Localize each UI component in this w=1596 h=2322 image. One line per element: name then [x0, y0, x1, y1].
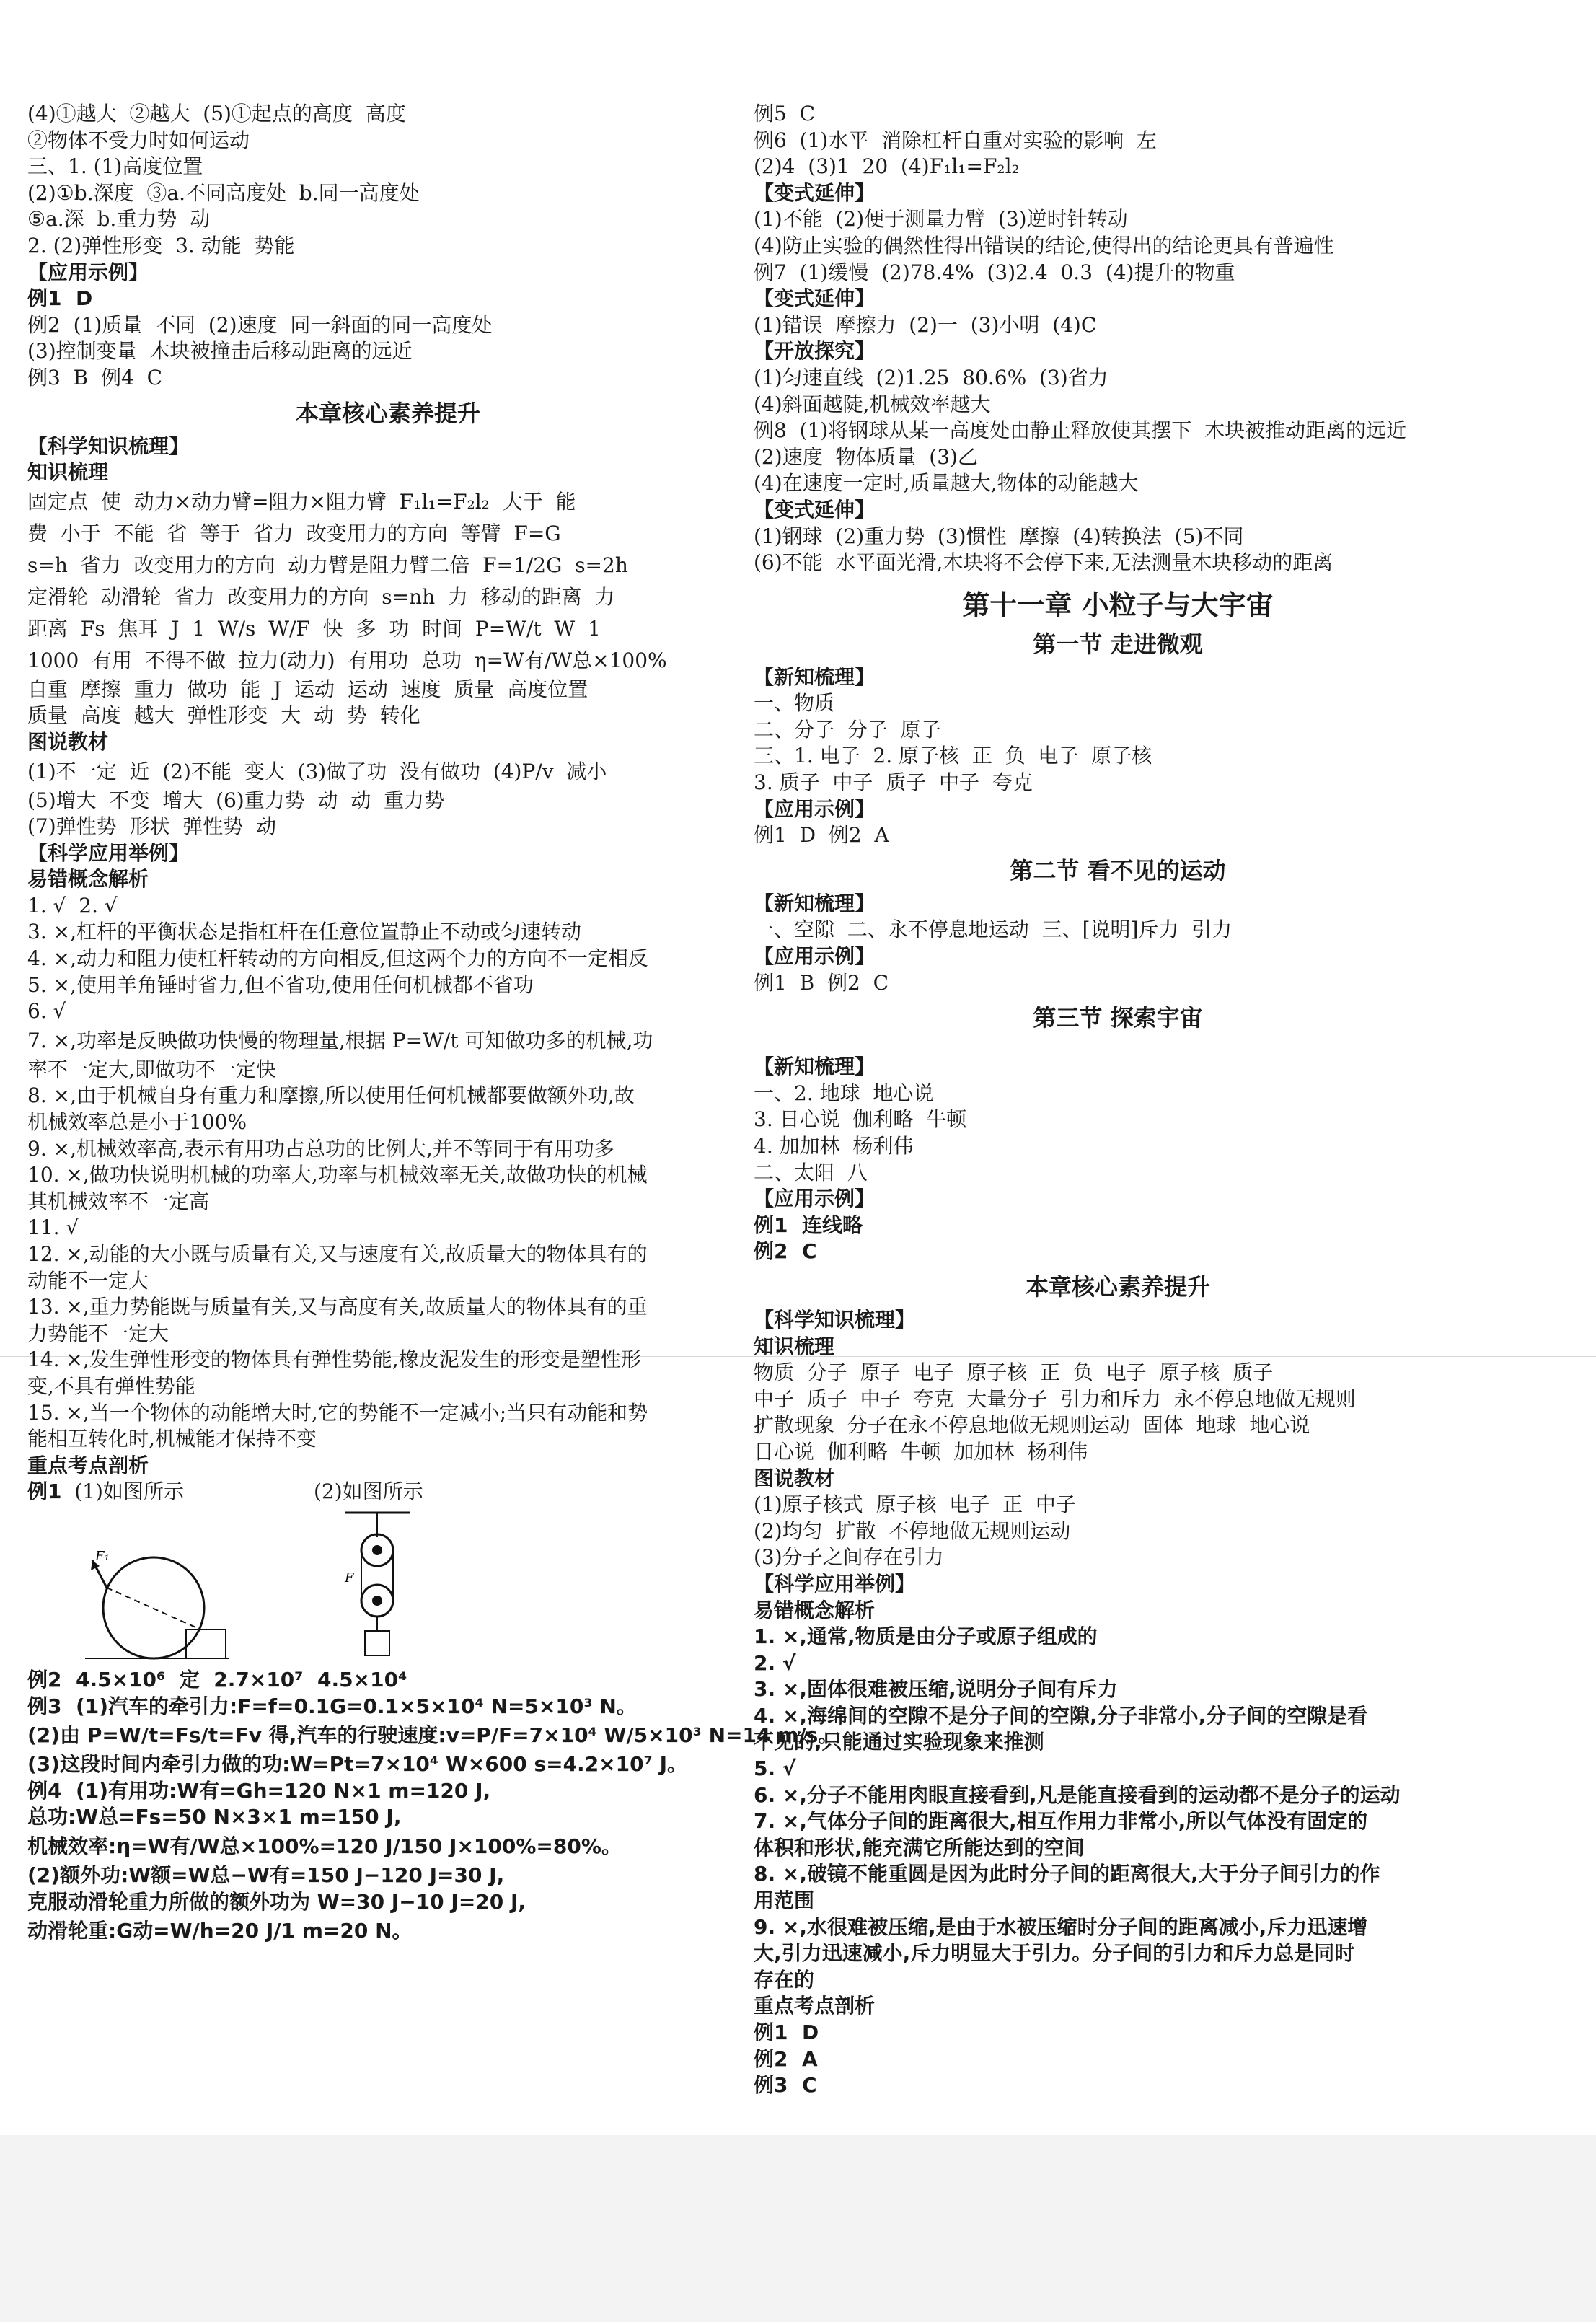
answer-line: (4)斜面越陡,机械效率越大 [754, 392, 991, 416]
answer-line: (3)控制变量 木块被撞击后移动距离的远近 [27, 339, 413, 364]
list-item: 6. ×,分子不能用肉眼直接看到,凡是能直接看到的运动都不是分子的运动 [754, 1782, 1401, 1807]
answer-line: 例4 (1)有用功:W有=Gh=120 N×1 m=120 J, [27, 1778, 491, 1803]
answer-line: 4. 加加林 杨利伟 [754, 1134, 914, 1158]
answer-line: 1000 有用 不得不做 拉力(动力) 有用功 总功 η=W有/W总×100% [27, 648, 667, 672]
answer-line: s=h 省力 改变用力的方向 动力臂是阻力臂二倍 F=1/2G s=2h [27, 553, 628, 577]
answer-line: 例3 (1)汽车的牵引力:F=f=0.1G=0.1×5×10⁴ N=5×10³ N。 [27, 1694, 637, 1718]
answer-line: 三、1. 电子 2. 原子核 正 负 电子 原子核 [754, 744, 1152, 768]
list-item: 8. ×,由于机械自身有重力和摩擦,所以使用任何机械都要做额外功,故 [27, 1083, 635, 1108]
answer-line: 例6 (1)水平 消除杠杆自重对实验的影响 左 [754, 128, 1157, 152]
list-item: 10. ×,做功快说明机械的功率大,功率与机械效率无关,故做功快的机械 [27, 1163, 648, 1187]
answer-line: 一、物质 [754, 691, 835, 716]
list-item: 1. √ 2. √ [27, 893, 118, 918]
list-item: 存在的 [754, 1967, 815, 1992]
section-heading: 【科学应用举例】 [27, 840, 190, 865]
example-label: 例1 [27, 1479, 62, 1504]
section-heading: 【应用示例】 [754, 1187, 876, 1211]
answer-line: (1)钢球 (2)重力势 (3)惯性 摩擦 (4)转换法 (5)不同 [754, 524, 1244, 548]
answer-line: (1)不能 (2)便于测量力臂 (3)逆时针转动 [754, 207, 1128, 232]
section-heading: 【变式延伸】 [754, 286, 876, 311]
subsection-heading: 知识梳理 [27, 460, 109, 485]
answer-line: ②物体不受力时如何运动 [27, 128, 250, 152]
section-title: 第三节 探索宇宙 [1033, 1004, 1203, 1032]
subsection-heading: 图说教材 [754, 1466, 835, 1490]
section-heading: 【新知梳理】 [754, 664, 876, 689]
list-item: 体积和形状,能充满它所能达到的空间 [754, 1835, 1085, 1860]
answer-line: 一、2. 地球 地心说 [754, 1081, 934, 1105]
answer-line: (3)这段时间内牵引力做的功:W=Pt=7×10⁴ W×600 s=4.2×10⁷ J。 [27, 1752, 688, 1777]
list-item: 8. ×,破镜不能重圆是因为此时分子间的距离很大,大于分子间引力的作 [754, 1862, 1380, 1886]
answer-line: 动滑轮重:G动=W/h=20 J/1 m=20 N。 [27, 1919, 413, 1943]
list-item: 4. ×,动力和阻力使杠杆转动的方向相反,但这两个力的方向不一定相反 [27, 946, 648, 971]
answer-line: 3. 日心说 伽利略 牛顿 [754, 1107, 967, 1132]
answer-line: 克服动滑轮重力所做的额外功为 W=30 J−10 J=20 J, [27, 1889, 526, 1914]
answer-line: 二、分子 分子 原子 [754, 717, 941, 742]
list-item: 3. ×,固体很难被压缩,说明分子间有斥力 [754, 1677, 1118, 1702]
example-1-line [27, 1479, 749, 1505]
answer-line: 例1 D [27, 286, 93, 311]
answer-line: 例3 B 例4 C [27, 365, 163, 390]
answer-line: 例2 4.5×10⁶ 定 2.7×10⁷ 4.5×10⁴ [27, 1667, 407, 1692]
section-heading: 【新知梳理】 [754, 891, 876, 915]
section-heading: 【应用示例】 [754, 944, 876, 969]
list-item: 其机械效率不一定高 [27, 1189, 210, 1213]
answer-line: 例2 A [754, 2046, 818, 2071]
list-item: 用范围 [754, 1888, 815, 1913]
answer-line: 三、1. (1)高度位置 [27, 154, 203, 179]
pulley-diagram [338, 1508, 417, 1667]
answer-line: 3. 质子 中子 质子 中子 夸克 [754, 770, 1033, 795]
answer-line: (4)①越大 ②越大 (5)①起点的高度 高度 [27, 102, 406, 126]
list-item: 率不一定大,即做功不一定快 [27, 1057, 276, 1081]
answer-line: (5)增大 不变 增大 (6)重力势 动 动 重力势 [27, 788, 445, 812]
answer-line: 自重 摩擦 重力 做功 能 J 运动 运动 速度 质量 高度位置 [27, 677, 588, 701]
list-item: 能相互转化时,机械能才保持不变 [27, 1427, 317, 1451]
chapter-summary-title: 本章核心素养提升 [1025, 1272, 1210, 1301]
answer-line: (2)4 (3)1 20 (4)F₁l₁=F₂l₂ [754, 154, 1020, 179]
list-item: 12. ×,动能的大小既与质量有关,又与速度有关,故质量大的物体具有的 [27, 1242, 648, 1266]
answer-line: 扩散现象 分子在永不停息地做无规则运动 固体 地球 地心说 [754, 1413, 1310, 1438]
page-bottom-margin [0, 2135, 1596, 2322]
answer-line: (1)原子核式 原子核 电子 正 中子 [754, 1492, 1076, 1517]
list-item: 大,引力迅速减小,斥力明显大于引力。分子间的引力和斥力总是同时 [754, 1941, 1355, 1966]
list-item: 15. ×,当一个物体的动能增大时,它的势能不一定减小;当只有动能和势 [27, 1400, 648, 1425]
list-item: 5. √ [754, 1756, 796, 1781]
section-heading: 【新知梳理】 [754, 1055, 876, 1079]
answers-block-b [27, 286, 749, 391]
answer-line: 中子 质子 中子 夸克 大量分子 引力和斥力 永不停息地做无规则 [754, 1386, 1356, 1411]
list-item: 不见的,只能通过实验现象来推测 [754, 1730, 1044, 1754]
list-item: 4. ×,海绵间的空隙不是分子间的空隙,分子非常小,分子间的空隙是看 [754, 1703, 1368, 1728]
answer-line: (4)在速度一定时,质量越大,物体的动能越大 [754, 471, 1139, 496]
answer-line: (2)由 P=W/t=Fs/t=Fv 得,汽车的行驶速度:v=P/F=7×10⁴ W/5×10³ N=14 m/s。 [27, 1723, 839, 1748]
answer-line: (4)防止实验的偶然性得出错误的结论,使得出的结论更具有普遍性 [754, 233, 1334, 258]
answer-line: 机械效率:η=W有/W总×100%=120 J/150 J×100%=80%。 [27, 1834, 622, 1858]
answer-line: (7)弹性势 形状 弹性势 动 [27, 814, 277, 839]
answer-line: 物质 分子 原子 电子 原子核 正 负 电子 原子核 质子 [754, 1360, 1274, 1385]
list-item: 3. ×,杠杆的平衡状态是指杠杆在任意位置静止不动或匀速转动 [27, 920, 581, 944]
subsection-heading: 重点考点剖析 [754, 1994, 876, 2018]
answer-line: 2. (2)弹性形变 3. 动能 势能 [27, 233, 295, 258]
subsection-heading: 易错概念解析 [27, 867, 149, 892]
list-item: 力势能不一定大 [27, 1321, 169, 1345]
answer-line: 例8 (1)将钢球从某一高度处由静止释放使其摆下 木块被推动距离的远近 [754, 418, 1407, 443]
answer-line: 例1 D [754, 2020, 819, 2044]
section-heading: 【应用示例】 [27, 260, 149, 284]
force-label-f: F [345, 1570, 354, 1586]
answer-line: 一、空隙 二、永不停息地运动 三、[说明]斥力 引力 [754, 918, 1233, 942]
answer-line: (1)匀速直线 (2)1.25 80.6% (3)省力 [754, 365, 1108, 390]
answer-line: 例2 C [754, 1239, 817, 1264]
subsection-heading: 知识梳理 [754, 1334, 835, 1358]
answer-line: 例5 C [754, 102, 816, 126]
list-item: 7. ×,气体分子间的距离很大,相互作用力非常小,所以气体没有固定的 [754, 1809, 1368, 1834]
section-heading: 【应用示例】 [754, 796, 876, 821]
subsection-heading: 图说教材 [27, 729, 109, 754]
answer-line: (2)额外功:W额=W总−W有=150 J−120 J=30 J, [27, 1863, 505, 1887]
answer-line: 例7 (1)缓慢 (2)78.4% (3)2.4 0.3 (4)提升的物重 [754, 260, 1235, 284]
list-item: 1. ×,通常,物质是由分子或原子组成的 [754, 1624, 1098, 1649]
right-column [754, 101, 1482, 2099]
list-item: 14. ×,发生弹性形变的物体具有弹性势能,橡皮泥发生的形变是塑性形 [27, 1347, 641, 1372]
chapter-summary-title: 本章核心素养提升 [295, 399, 480, 427]
subsection-heading: 易错概念解析 [754, 1598, 876, 1622]
wheel-step-diagram [85, 1544, 229, 1667]
example-sub: (1)如图所示 [74, 1479, 184, 1504]
answer-line: (1)不一定 近 (2)不能 变大 (3)做了功 没有做功 (4)P/v 减小 [27, 759, 607, 783]
list-item: 7. ×,功率是反映做功快慢的物理量,根据 P=W/t 可知做功多的机械,功 [27, 1028, 653, 1052]
answer-line: (2)均匀 扩散 不停地做无规则运动 [754, 1518, 1071, 1543]
example-1-figures [85, 1508, 749, 1667]
answer-line: 固定点 使 动力×动力臂=阻力×阻力臂 F₁l₁=F₂l₂ 大于 能 [27, 489, 576, 514]
section-heading: 【开放探究】 [754, 339, 876, 364]
answer-line: ⑤a.深 b.重力势 动 [27, 207, 211, 232]
list-item: 11. √ [27, 1215, 79, 1240]
list-item: 13. ×,重力势能既与质量有关,又与高度有关,故质量大的物体具有的重 [27, 1295, 648, 1319]
figure-lines [27, 756, 749, 840]
list-item: 5. ×,使用羊角锤时省力,但不省功,使用任何机械都不省功 [27, 972, 534, 997]
answer-line: 总功:W总=Fs=50 N×3×1 m=150 J, [27, 1805, 402, 1829]
answer-line: 定滑轮 动滑轮 省力 改变用力的方向 s=nh 力 移动的距离 力 [27, 584, 615, 609]
answer-line: 例1 连线略 [754, 1213, 863, 1237]
list-item: 动能不一定大 [27, 1268, 149, 1293]
answer-line: 例3 C [754, 2073, 817, 2098]
answer-line: (6)不能 水平面光滑,木块将不会停下来,无法测量木块移动的距离 [754, 550, 1333, 575]
section-heading: 【科学知识梳理】 [754, 1307, 916, 1332]
answer-line: 例1 D 例2 A [754, 823, 889, 848]
section-heading: 【科学知识梳理】 [27, 434, 190, 458]
section-title: 第二节 看不见的运动 [1010, 856, 1226, 884]
answer-line: 费 小于 不能 省 等于 省力 改变用力的方向 等臂 F=G [27, 521, 561, 545]
subsection-heading: 重点考点剖析 [27, 1453, 149, 1477]
list-item: 9. ×,水很难被压缩,是由于水被压缩时分子间的距离减小,斥力迅速增 [754, 1914, 1368, 1939]
error-analysis-list [754, 1624, 1482, 1993]
example-sub: (2)如图所示 [313, 1479, 423, 1504]
list-item: 6. √ [27, 999, 66, 1024]
list-item: 机械效率总是小于100% [27, 1110, 247, 1135]
force-label-f1: F₁ [95, 1548, 110, 1564]
list-item: 变,不具有弹性势能 [27, 1373, 195, 1398]
error-analysis-list [27, 893, 749, 1453]
answer-line: (2)①b.深度 ③a.不同高度处 b.同一高度处 [27, 180, 420, 205]
list-item: 2. √ [754, 1650, 796, 1675]
section-heading: 【变式延伸】 [754, 180, 876, 205]
answer-line: (1)错误 摩擦力 (2)一 (3)小明 (4)C [754, 312, 1097, 337]
list-item: 9. ×,机械效率高,表示有用功占总功的比例大,并不等同于有用功多 [27, 1136, 614, 1161]
answer-line: 日心说 伽利略 牛顿 加加林 杨利伟 [754, 1439, 1088, 1464]
answer-line: 质量 高度 越大 弹性形变 大 动 势 转化 [27, 703, 420, 728]
chapter-title: 第十一章 小粒子与大宇宙 [962, 589, 1274, 621]
answer-line: 例1 B 例2 C [754, 970, 889, 995]
answer-line: (3)分子之间存在引力 [754, 1545, 944, 1570]
answer-line: 二、太阳 八 [754, 1160, 868, 1184]
section-title: 第一节 走进微观 [1033, 630, 1203, 658]
answer-line: (2)速度 物体质量 (3)乙 [754, 444, 978, 469]
section-heading: 【科学应用举例】 [754, 1571, 916, 1596]
answers-block-a [27, 101, 749, 260]
section-heading: 【变式延伸】 [754, 497, 876, 522]
answer-line: 例2 (1)质量 不同 (2)速度 同一斜面的同一高度处 [27, 312, 493, 337]
knowledge-lines [27, 486, 749, 729]
answer-line: 距离 Fs 焦耳 J 1 W/s W/F 快 多 功 时间 P=W/t W 1 [27, 616, 601, 641]
